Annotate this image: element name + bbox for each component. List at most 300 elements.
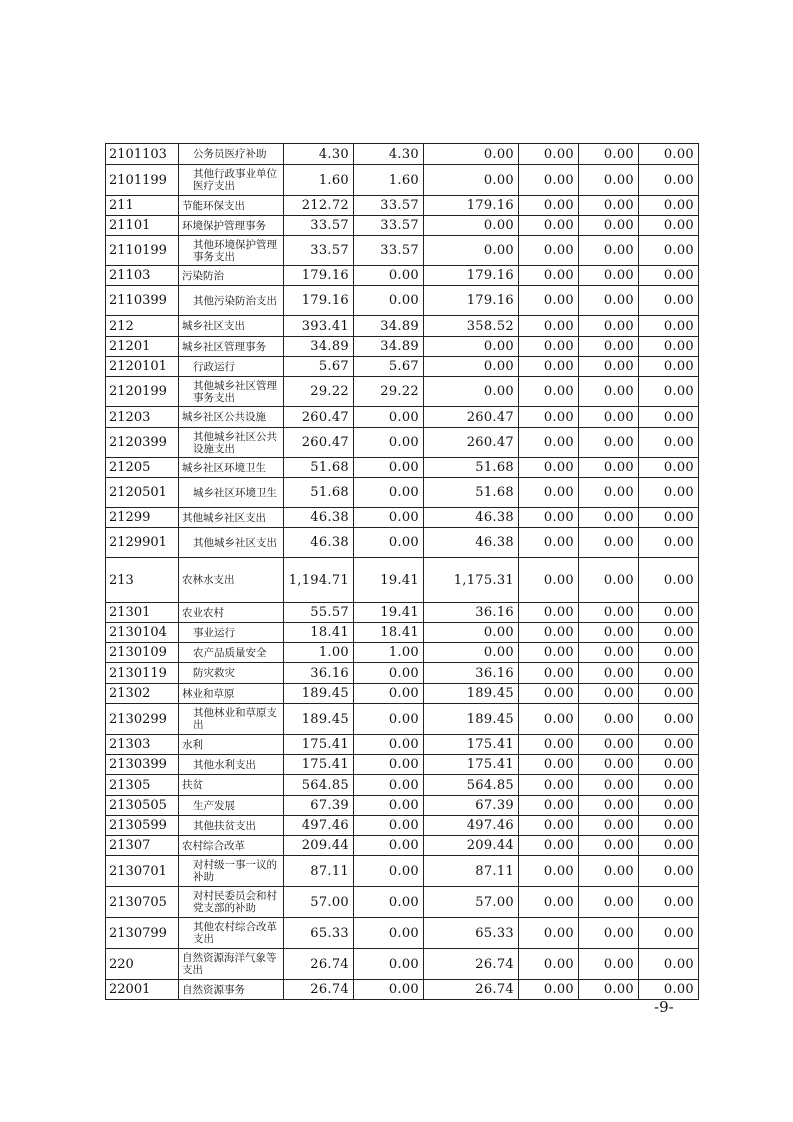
amount-cell: 0.00 [639, 704, 699, 735]
amount-cell: 0.00 [639, 478, 699, 508]
amount-cell: 57.00 [424, 887, 519, 918]
amount-cell: 0.00 [639, 735, 699, 755]
amount-cell: 0.00 [639, 887, 699, 918]
amount-cell: 0.00 [424, 337, 519, 357]
subject-name: 其他农村综合改革支出 [179, 918, 284, 949]
amount-cell: 212.72 [284, 196, 354, 216]
table-row [106, 836, 699, 856]
table-row [106, 266, 699, 286]
amount-cell: 260.47 [284, 407, 354, 428]
amount-cell: 0.00 [579, 623, 639, 643]
subject-code: 21205 [106, 458, 179, 478]
amount-cell: 0.00 [579, 144, 639, 165]
amount-cell: 0.00 [519, 558, 579, 603]
amount-cell: 33.57 [354, 216, 424, 236]
subject-code: 21307 [106, 836, 179, 856]
amount-cell: 0.00 [354, 775, 424, 796]
amount-cell: 36.16 [284, 663, 354, 684]
amount-cell: 260.47 [424, 407, 519, 428]
subject-name: 扶贫 [179, 775, 284, 796]
subject-name: 对村民委员会和村党支部的补助 [179, 887, 284, 918]
subject-code: 21305 [106, 775, 179, 796]
subject-name: 城乡社区环境卫生 [179, 458, 284, 478]
subject-code: 21303 [106, 735, 179, 755]
amount-cell: 0.00 [639, 755, 699, 775]
table-row [106, 458, 699, 478]
amount-cell: 0.00 [639, 266, 699, 286]
amount-cell: 0.00 [579, 266, 639, 286]
amount-cell: 51.68 [424, 478, 519, 508]
subject-name: 农产品质量安全 [179, 643, 284, 663]
subject-code: 2130599 [106, 816, 179, 836]
table-row [106, 663, 699, 684]
table-row [106, 428, 699, 458]
amount-cell: 0.00 [424, 216, 519, 236]
amount-cell: 0.00 [354, 796, 424, 816]
amount-cell: 0.00 [354, 407, 424, 428]
subject-name: 生产发展 [179, 796, 284, 816]
subject-code: 21203 [106, 407, 179, 428]
amount-cell: 0.00 [424, 623, 519, 643]
amount-cell: 0.00 [519, 735, 579, 755]
amount-cell: 0.00 [579, 856, 639, 887]
amount-cell: 0.00 [639, 816, 699, 836]
amount-cell: 1.60 [354, 165, 424, 196]
amount-cell: 0.00 [639, 643, 699, 663]
subject-code: 2130119 [106, 663, 179, 684]
table-row [106, 216, 699, 236]
amount-cell: 0.00 [424, 236, 519, 266]
subject-name: 其他环境保护管理事务支出 [179, 236, 284, 266]
table-row [106, 775, 699, 796]
amount-cell: 51.68 [284, 458, 354, 478]
amount-cell: 0.00 [639, 337, 699, 357]
budget-table [105, 143, 699, 1000]
amount-cell: 29.22 [354, 377, 424, 407]
amount-cell: 0.00 [424, 377, 519, 407]
amount-cell: 46.38 [284, 508, 354, 528]
amount-cell: 19.41 [354, 558, 424, 603]
amount-cell: 0.00 [579, 407, 639, 428]
amount-cell: 0.00 [579, 478, 639, 508]
amount-cell: 0.00 [579, 684, 639, 704]
amount-cell: 46.38 [424, 528, 519, 558]
amount-cell: 260.47 [284, 428, 354, 458]
amount-cell: 0.00 [519, 918, 579, 949]
table-row [106, 286, 699, 316]
subject-code: 21301 [106, 603, 179, 623]
amount-cell: 4.30 [354, 144, 424, 165]
subject-name: 农业农村 [179, 603, 284, 623]
amount-cell: 0.00 [639, 623, 699, 643]
amount-cell: 0.00 [579, 558, 639, 603]
subject-code: 2101199 [106, 165, 179, 196]
amount-cell: 0.00 [519, 337, 579, 357]
amount-cell: 0.00 [579, 458, 639, 478]
subject-name: 城乡社区管理事务 [179, 337, 284, 357]
subject-code: 2120501 [106, 478, 179, 508]
amount-cell: 18.41 [284, 623, 354, 643]
amount-cell: 1.00 [284, 643, 354, 663]
amount-cell: 0.00 [579, 980, 639, 1000]
subject-name: 农村综合改革 [179, 836, 284, 856]
amount-cell: 0.00 [579, 887, 639, 918]
subject-code: 2120399 [106, 428, 179, 458]
amount-cell: 260.47 [424, 428, 519, 458]
amount-cell: 1.60 [284, 165, 354, 196]
amount-cell: 0.00 [354, 887, 424, 918]
amount-cell: 0.00 [354, 428, 424, 458]
subject-code: 21299 [106, 508, 179, 528]
subject-name: 事业运行 [179, 623, 284, 643]
amount-cell: 0.00 [579, 643, 639, 663]
table-row [106, 407, 699, 428]
amount-cell: 0.00 [424, 165, 519, 196]
amount-cell: 393.41 [284, 316, 354, 337]
amount-cell: 0.00 [579, 796, 639, 816]
amount-cell: 34.89 [284, 337, 354, 357]
subject-name: 自然资源海洋气象等支出 [179, 949, 284, 980]
amount-cell: 0.00 [639, 316, 699, 337]
amount-cell: 209.44 [424, 836, 519, 856]
amount-cell: 51.68 [424, 458, 519, 478]
table-row [106, 236, 699, 266]
amount-cell: 189.45 [424, 704, 519, 735]
amount-cell: 0.00 [639, 663, 699, 684]
amount-cell: 189.45 [424, 684, 519, 704]
subject-code: 21201 [106, 337, 179, 357]
amount-cell: 26.74 [284, 949, 354, 980]
amount-cell: 0.00 [639, 236, 699, 266]
amount-cell: 0.00 [639, 196, 699, 216]
amount-cell: 189.45 [284, 684, 354, 704]
amount-cell: 0.00 [354, 836, 424, 856]
table-row [106, 816, 699, 836]
amount-cell: 0.00 [354, 980, 424, 1000]
amount-cell: 18.41 [354, 623, 424, 643]
amount-cell: 0.00 [579, 377, 639, 407]
amount-cell: 0.00 [579, 775, 639, 796]
amount-cell: 0.00 [579, 663, 639, 684]
table-row [106, 165, 699, 196]
amount-cell: 0.00 [579, 428, 639, 458]
subject-code: 21101 [106, 216, 179, 236]
amount-cell: 0.00 [639, 775, 699, 796]
amount-cell: 0.00 [639, 603, 699, 623]
subject-name: 城乡社区公共设施 [179, 407, 284, 428]
amount-cell: 29.22 [284, 377, 354, 407]
amount-cell: 0.00 [519, 407, 579, 428]
table-row [106, 684, 699, 704]
subject-name: 其他水利支出 [179, 755, 284, 775]
amount-cell: 0.00 [579, 735, 639, 755]
amount-cell: 0.00 [519, 980, 579, 1000]
subject-code: 21302 [106, 684, 179, 704]
amount-cell: 0.00 [639, 856, 699, 887]
amount-cell: 26.74 [284, 980, 354, 1000]
amount-cell: 0.00 [519, 144, 579, 165]
amount-cell: 34.89 [354, 337, 424, 357]
amount-cell: 0.00 [639, 286, 699, 316]
amount-cell: 0.00 [354, 478, 424, 508]
amount-cell: 33.57 [354, 196, 424, 216]
amount-cell: 0.00 [639, 357, 699, 377]
amount-cell: 33.57 [354, 236, 424, 266]
amount-cell: 179.16 [284, 286, 354, 316]
table-row [106, 478, 699, 508]
amount-cell: 0.00 [579, 603, 639, 623]
amount-cell: 0.00 [519, 216, 579, 236]
amount-cell: 0.00 [579, 316, 639, 337]
amount-cell: 51.68 [284, 478, 354, 508]
amount-cell: 0.00 [579, 216, 639, 236]
amount-cell: 175.41 [424, 735, 519, 755]
subject-name: 城乡社区支出 [179, 316, 284, 337]
amount-cell: 0.00 [519, 357, 579, 377]
table-row [106, 949, 699, 980]
amount-cell: 0.00 [579, 337, 639, 357]
amount-cell: 0.00 [519, 755, 579, 775]
table-row [106, 508, 699, 528]
table-row [106, 796, 699, 816]
table-row [106, 316, 699, 337]
table-row [106, 856, 699, 887]
amount-cell: 0.00 [354, 684, 424, 704]
amount-cell: 0.00 [519, 887, 579, 918]
table-row [106, 603, 699, 623]
amount-cell: 0.00 [639, 407, 699, 428]
amount-cell: 65.33 [424, 918, 519, 949]
amount-cell: 0.00 [424, 357, 519, 377]
amount-cell: 1,194.71 [284, 558, 354, 603]
amount-cell: 0.00 [519, 836, 579, 856]
amount-cell: 0.00 [354, 755, 424, 775]
subject-name: 对村级一事一议的补助 [179, 856, 284, 887]
subject-name: 自然资源事务 [179, 980, 284, 1000]
amount-cell: 0.00 [519, 478, 579, 508]
subject-code: 2110399 [106, 286, 179, 316]
amount-cell: 0.00 [579, 357, 639, 377]
amount-cell: 0.00 [354, 816, 424, 836]
table-row [106, 196, 699, 216]
amount-cell: 0.00 [639, 428, 699, 458]
subject-code: 21103 [106, 266, 179, 286]
subject-code: 2130799 [106, 918, 179, 949]
amount-cell: 0.00 [639, 684, 699, 704]
table-row [106, 918, 699, 949]
amount-cell: 33.57 [284, 216, 354, 236]
amount-cell: 87.11 [284, 856, 354, 887]
subject-code: 2120101 [106, 357, 179, 377]
amount-cell: 0.00 [519, 704, 579, 735]
subject-name: 其他林业和草原支出 [179, 704, 284, 735]
amount-cell: 67.39 [284, 796, 354, 816]
amount-cell: 0.00 [639, 144, 699, 165]
amount-cell: 497.46 [284, 816, 354, 836]
subject-name: 其他行政事业单位医疗支出 [179, 165, 284, 196]
amount-cell: 0.00 [579, 755, 639, 775]
table-row [106, 887, 699, 918]
subject-code: 220 [106, 949, 179, 980]
amount-cell: 1.00 [354, 643, 424, 663]
amount-cell: 0.00 [354, 286, 424, 316]
amount-cell: 0.00 [519, 266, 579, 286]
amount-cell: 0.00 [519, 236, 579, 266]
amount-cell: 0.00 [519, 165, 579, 196]
subject-code: 2130109 [106, 643, 179, 663]
amount-cell: 0.00 [579, 836, 639, 856]
amount-cell: 0.00 [579, 949, 639, 980]
amount-cell: 57.00 [284, 887, 354, 918]
amount-cell: 26.74 [424, 980, 519, 1000]
subject-name: 行政运行 [179, 357, 284, 377]
subject-code: 212 [106, 316, 179, 337]
amount-cell: 0.00 [519, 508, 579, 528]
amount-cell: 5.67 [284, 357, 354, 377]
subject-name: 公务员医疗补助 [179, 144, 284, 165]
amount-cell: 564.85 [284, 775, 354, 796]
amount-cell: 0.00 [354, 508, 424, 528]
subject-name: 其他城乡社区支出 [179, 528, 284, 558]
subject-name: 城乡社区环境卫生 [179, 478, 284, 508]
amount-cell: 0.00 [519, 663, 579, 684]
subject-name: 其他污染防治支出 [179, 286, 284, 316]
table-row [106, 755, 699, 775]
amount-cell: 0.00 [424, 144, 519, 165]
table-row [106, 337, 699, 357]
amount-cell: 0.00 [639, 508, 699, 528]
amount-cell: 0.00 [519, 603, 579, 623]
amount-cell: 0.00 [639, 918, 699, 949]
amount-cell: 0.00 [354, 704, 424, 735]
amount-cell: 0.00 [354, 918, 424, 949]
subject-code: 2101103 [106, 144, 179, 165]
amount-cell: 19.41 [354, 603, 424, 623]
amount-cell: 0.00 [579, 508, 639, 528]
amount-cell: 564.85 [424, 775, 519, 796]
subject-name: 其他城乡社区管理事务支出 [179, 377, 284, 407]
amount-cell: 5.67 [354, 357, 424, 377]
subject-name: 水利 [179, 735, 284, 755]
amount-cell: 26.74 [424, 949, 519, 980]
subject-code: 2130299 [106, 704, 179, 735]
amount-cell: 0.00 [579, 286, 639, 316]
subject-name: 节能环保支出 [179, 196, 284, 216]
subject-code: 2110199 [106, 236, 179, 266]
amount-cell: 0.00 [639, 796, 699, 816]
amount-cell: 189.45 [284, 704, 354, 735]
amount-cell: 0.00 [519, 286, 579, 316]
amount-cell: 0.00 [639, 836, 699, 856]
amount-cell: 0.00 [639, 216, 699, 236]
subject-name: 其他扶贫支出 [179, 816, 284, 836]
subject-code: 2130701 [106, 856, 179, 887]
table-row [106, 528, 699, 558]
subject-code: 211 [106, 196, 179, 216]
amount-cell: 0.00 [354, 949, 424, 980]
subject-code: 2130399 [106, 755, 179, 775]
subject-name: 其他城乡社区支出 [179, 508, 284, 528]
subject-name: 其他城乡社区公共设施支出 [179, 428, 284, 458]
amount-cell: 0.00 [519, 623, 579, 643]
amount-cell: 0.00 [354, 663, 424, 684]
amount-cell: 209.44 [284, 836, 354, 856]
amount-cell: 0.00 [354, 528, 424, 558]
table-body [106, 144, 699, 1000]
amount-cell: 46.38 [424, 508, 519, 528]
amount-cell: 55.57 [284, 603, 354, 623]
amount-cell: 358.52 [424, 316, 519, 337]
amount-cell: 36.16 [424, 603, 519, 623]
amount-cell: 0.00 [639, 980, 699, 1000]
table-row [106, 623, 699, 643]
amount-cell: 34.89 [354, 316, 424, 337]
amount-cell: 0.00 [639, 528, 699, 558]
amount-cell: 0.00 [579, 196, 639, 216]
subject-code: 22001 [106, 980, 179, 1000]
table-row [106, 357, 699, 377]
amount-cell: 0.00 [639, 458, 699, 478]
amount-cell: 179.16 [424, 286, 519, 316]
amount-cell: 0.00 [519, 684, 579, 704]
table-row [106, 377, 699, 407]
table-row [106, 704, 699, 735]
amount-cell: 0.00 [579, 816, 639, 836]
amount-cell: 0.00 [579, 704, 639, 735]
amount-cell: 179.16 [284, 266, 354, 286]
amount-cell: 179.16 [424, 196, 519, 216]
amount-cell: 65.33 [284, 918, 354, 949]
amount-cell: 175.41 [424, 755, 519, 775]
subject-code: 2120199 [106, 377, 179, 407]
table-row [106, 144, 699, 165]
amount-cell: 0.00 [579, 165, 639, 196]
amount-cell: 1,175.31 [424, 558, 519, 603]
subject-code: 2130705 [106, 887, 179, 918]
subject-name: 污染防治 [179, 266, 284, 286]
amount-cell: 0.00 [519, 643, 579, 663]
page-number: -9- [654, 998, 674, 1016]
amount-cell: 0.00 [519, 528, 579, 558]
subject-name: 农林水支出 [179, 558, 284, 603]
amount-cell: 0.00 [519, 816, 579, 836]
amount-cell: 0.00 [639, 949, 699, 980]
table-row [106, 735, 699, 755]
amount-cell: 67.39 [424, 796, 519, 816]
amount-cell: 87.11 [424, 856, 519, 887]
amount-cell: 0.00 [579, 528, 639, 558]
amount-cell: 0.00 [519, 196, 579, 216]
amount-cell: 0.00 [519, 316, 579, 337]
amount-cell: 0.00 [519, 428, 579, 458]
amount-cell: 0.00 [519, 458, 579, 478]
amount-cell: 175.41 [284, 735, 354, 755]
amount-cell: 0.00 [639, 165, 699, 196]
amount-cell: 0.00 [519, 949, 579, 980]
subject-code: 2130104 [106, 623, 179, 643]
subject-code: 2130505 [106, 796, 179, 816]
amount-cell: 0.00 [519, 796, 579, 816]
table-row [106, 643, 699, 663]
amount-cell: 4.30 [284, 144, 354, 165]
subject-code: 213 [106, 558, 179, 603]
amount-cell: 46.38 [284, 528, 354, 558]
amount-cell: 0.00 [579, 918, 639, 949]
amount-cell: 175.41 [284, 755, 354, 775]
table-row [106, 558, 699, 603]
table-row [106, 980, 699, 1000]
subject-code: 2129901 [106, 528, 179, 558]
